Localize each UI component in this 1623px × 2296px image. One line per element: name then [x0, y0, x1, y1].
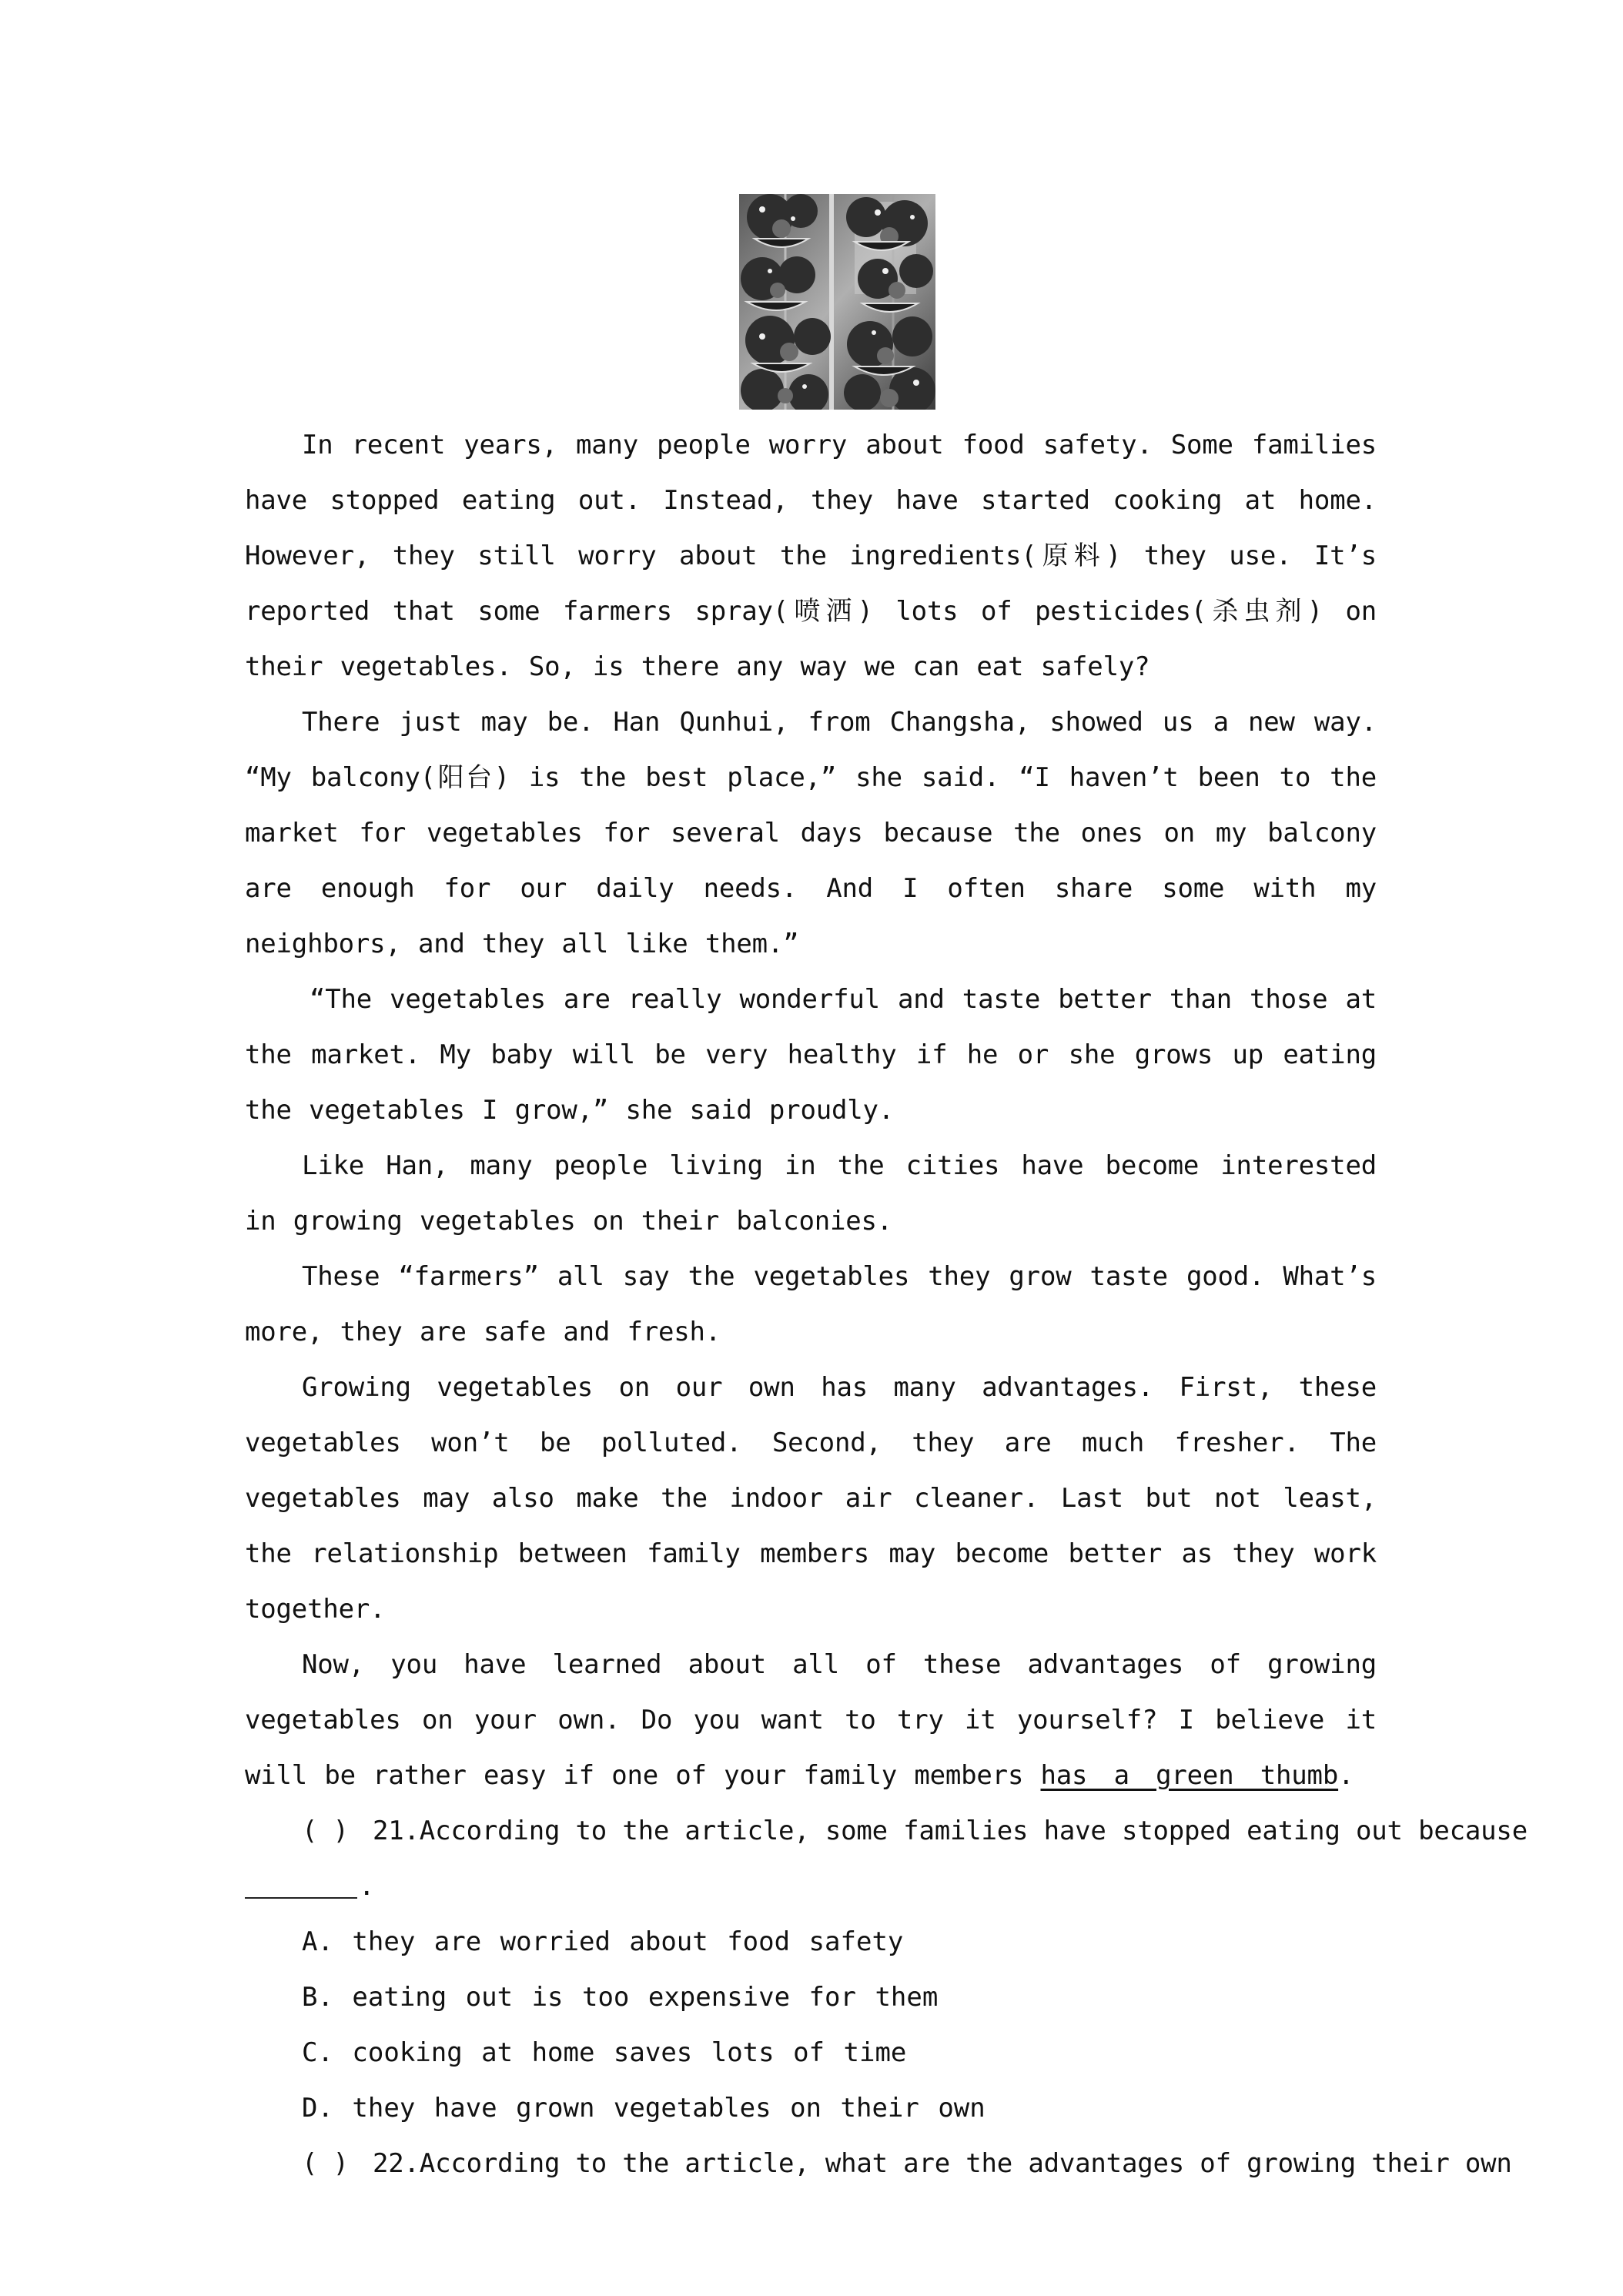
question-21-blank-line: [245, 1859, 1377, 1914]
article-paragraph-7: [245, 1637, 1377, 1803]
option-b[interactable]: B. eating out is too expensive for them: [302, 1982, 939, 2013]
option-d[interactable]: D. they have grown vegetables on their own: [302, 2093, 986, 2124]
potted-vegetables-photo: [739, 194, 935, 410]
article-paragraph-3: “The vegetables are really wonderful and taste better than those at the market. My baby will be very healthy if he or she grows up eating the vegetables I grow,” she said proudly.: [245, 984, 1377, 1126]
article-paragraph-7-text: Now, you have learned about all of these advantages of growing vegetables on your own. Do you want to try it yourself? I believe it will be rather easy if one of your family members: [245, 1649, 1377, 1791]
question-22: [245, 2136, 1512, 2191]
question-stem: 21.According to the article, some families have stopped eating out because: [373, 1816, 1528, 1846]
article-paragraph-4: Like Han, many people living in the cities have become interested in growing vegetables on their balconies.: [245, 1150, 1377, 1237]
question-21: [245, 1803, 1528, 1859]
article-paragraph-1: In recent years, many people worry about food safety. Some families have stopped eating out. Instead, they have started cooking at home. However, they still worry about the ingredients(原料) they use. It’s reported that some farmers spray(喷洒) lots of pesticides(杀虫剂) on their vegetables. So, is there any way we can eat safely?: [245, 430, 1377, 682]
article-paragraph-2: There just may be. Han Qunhui, from Changsha, showed us a new way. “My balcony(阳台) is the best place,” she said. “I haven’t been to the market for vegetables for several days because the ones on my balcony are enough for our daily needs. And I often share some with my neighbors, and they all like them.”: [245, 707, 1377, 959]
underlined-phrase: has a green thumb: [1040, 1760, 1339, 1791]
option-a[interactable]: A. they are worried about food safety: [302, 1926, 904, 1957]
answer-paren[interactable]: ( ): [302, 1816, 349, 1846]
blank-period: .: [359, 1871, 375, 1902]
question-stem: 22.According to the article, what are the advantages of growing their own: [373, 2148, 1512, 2179]
option-c[interactable]: C. cooking at home saves lots of time: [302, 2037, 907, 2068]
answer-paren[interactable]: ( ): [302, 2148, 349, 2179]
article-paragraph-7-end: .: [1338, 1760, 1354, 1791]
article-paragraph-5: These “farmers” all say the vegetables they grow taste good. What’s more, they are safe and fresh.: [245, 1261, 1377, 1347]
document-page: [245, 194, 1528, 2191]
article-paragraph-6: Growing vegetables on our own has many advantages. First, these vegetables won’t be polluted. Second, they are much fresher. The vegetables may also make the indoor air cleaner. Last but not least, the relationship between family members may become better as they work together.: [245, 1372, 1377, 1625]
answer-blank[interactable]: [245, 1897, 357, 1899]
